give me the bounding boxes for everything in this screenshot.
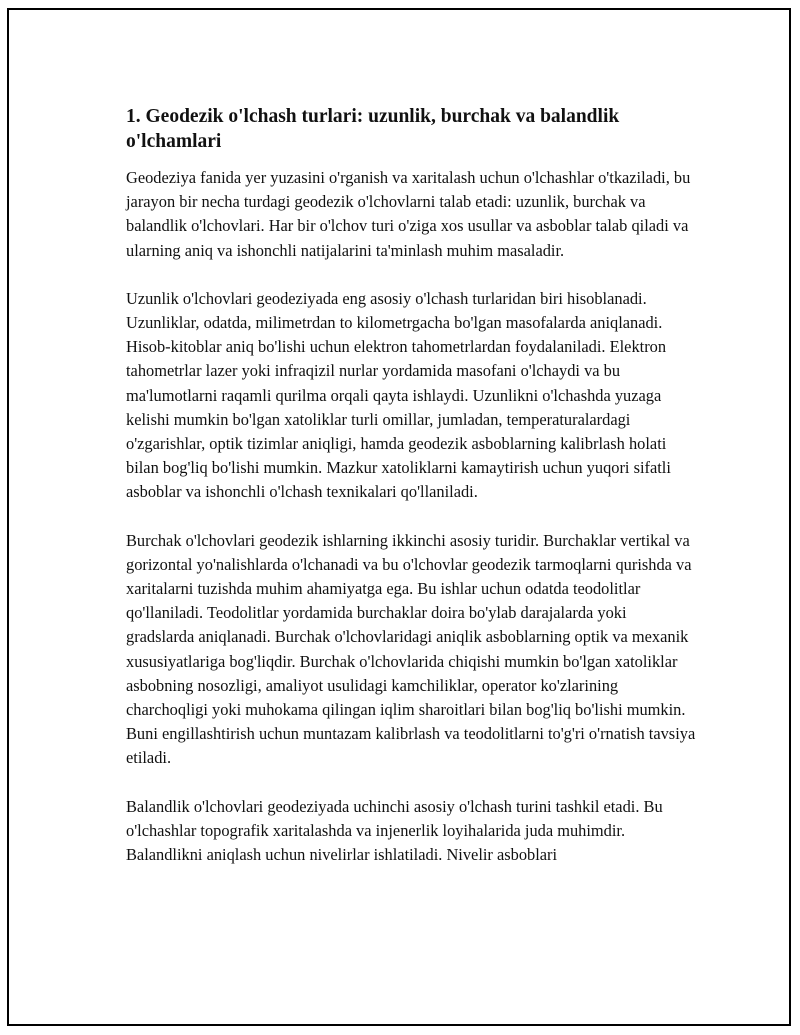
page-frame	[7, 8, 791, 1026]
paragraph-height-measurements: Balandlik o'lchovlari geodeziyada uchinchi asosiy o'lchash turini tashkil etadi. Bu o'lchashlar topografik xaritalashda va injenerlik loyihalarida juda muhimdir. Balandlikni aniqlash uchun nivelirlar ishlatiladi. Nivelir asboblari	[126, 796, 663, 865]
paragraph-intro: Geodeziya fanida yer yuzasini o'rganish va xaritalash uchun o'lchashlar o'tkaziladi, bu jarayon bir necha turdagi geodezik o'lchovlarni talab etadi: uzunlik, burchak va balandlik o'lchovlari. Har bir o'lchov turi o'ziga xos usullar va asboblar talab qiladi va ularning aniq va ishonchli natijalarini ta'minlash muhim masaladir.	[126, 168, 691, 260]
paragraph-angle-measurements: Burchak o'lchovlari geodezik ishlarning ikkinchi asosiy turidir. Burchaklar vertikal va gorizontal yo'nalishlarda o'lchanadi va bu o'lchovlar geodezik tarmoqlarni qurishda va xaritalarni tuzishda muhim ahamiyatga ega. Bu ishlar uchun odatda teodolitlar qo'llaniladi. Teodolitlar yordamida burchaklar doira bo'ylab darajalarda yoki gradslarda aniqlanadi. Burchak o'lchovlaridagi aniqlik asboblarning optik va mexanik xususiyatlariga bog'liqdir. Burchak o'lchovlarida chiqishi mumkin bo'lgan xatoliklar asbobning nosozligi, amaliyot usulidagi kamchiliklar, operator ko'zlarining charchoqligi yoki muhokama qilingan iqlim sharoitlari bilan bog'liq bo'lishi mumkin. Buni engillashtirish uchun muntazam kalibrlash va teodolitlarni to'g'ri o'rnatish tavsiya etiladi.	[126, 530, 696, 768]
document-body	[126, 104, 696, 891]
paragraph-length-measurements: Uzunlik o'lchovlari geodeziyada eng asosiy o'lchash turlaridan biri hisoblanadi. Uzunliklar, odatda, milimetrdan to kilometrgacha bo'lgan masofalarda aniqlanadi. Hisob-kitoblar aniq bo'lishi uchun elektron tahometrlardan foydalaniladi. Elektron tahometrlar lazer yoki infraqizil nurlar yordamida masofani o'lchaydi va bu ma'lumotlarni raqamli qurilma orqali qayta ishlaydi. Uzunlikni o'lchashda yuzaga kelishi mumkin bo'lgan xatoliklar turli omillar, jumladan, temperaturalardagi o'zgarishlar, optik tizimlar aniqligi, hamda geodezik asboblarning kalibrlash holati bilan bog'liq bo'lishi mumkin. Mazkur xatoliklarni kamaytirish uchun yuqori sifatli asboblar va ishonchli o'lchash texnikalari qo'llaniladi.	[126, 288, 671, 502]
section-heading: 1. Geodezik o'lchash turlari: uzunlik, burchak va balandlik o'lchamlari	[126, 106, 620, 152]
